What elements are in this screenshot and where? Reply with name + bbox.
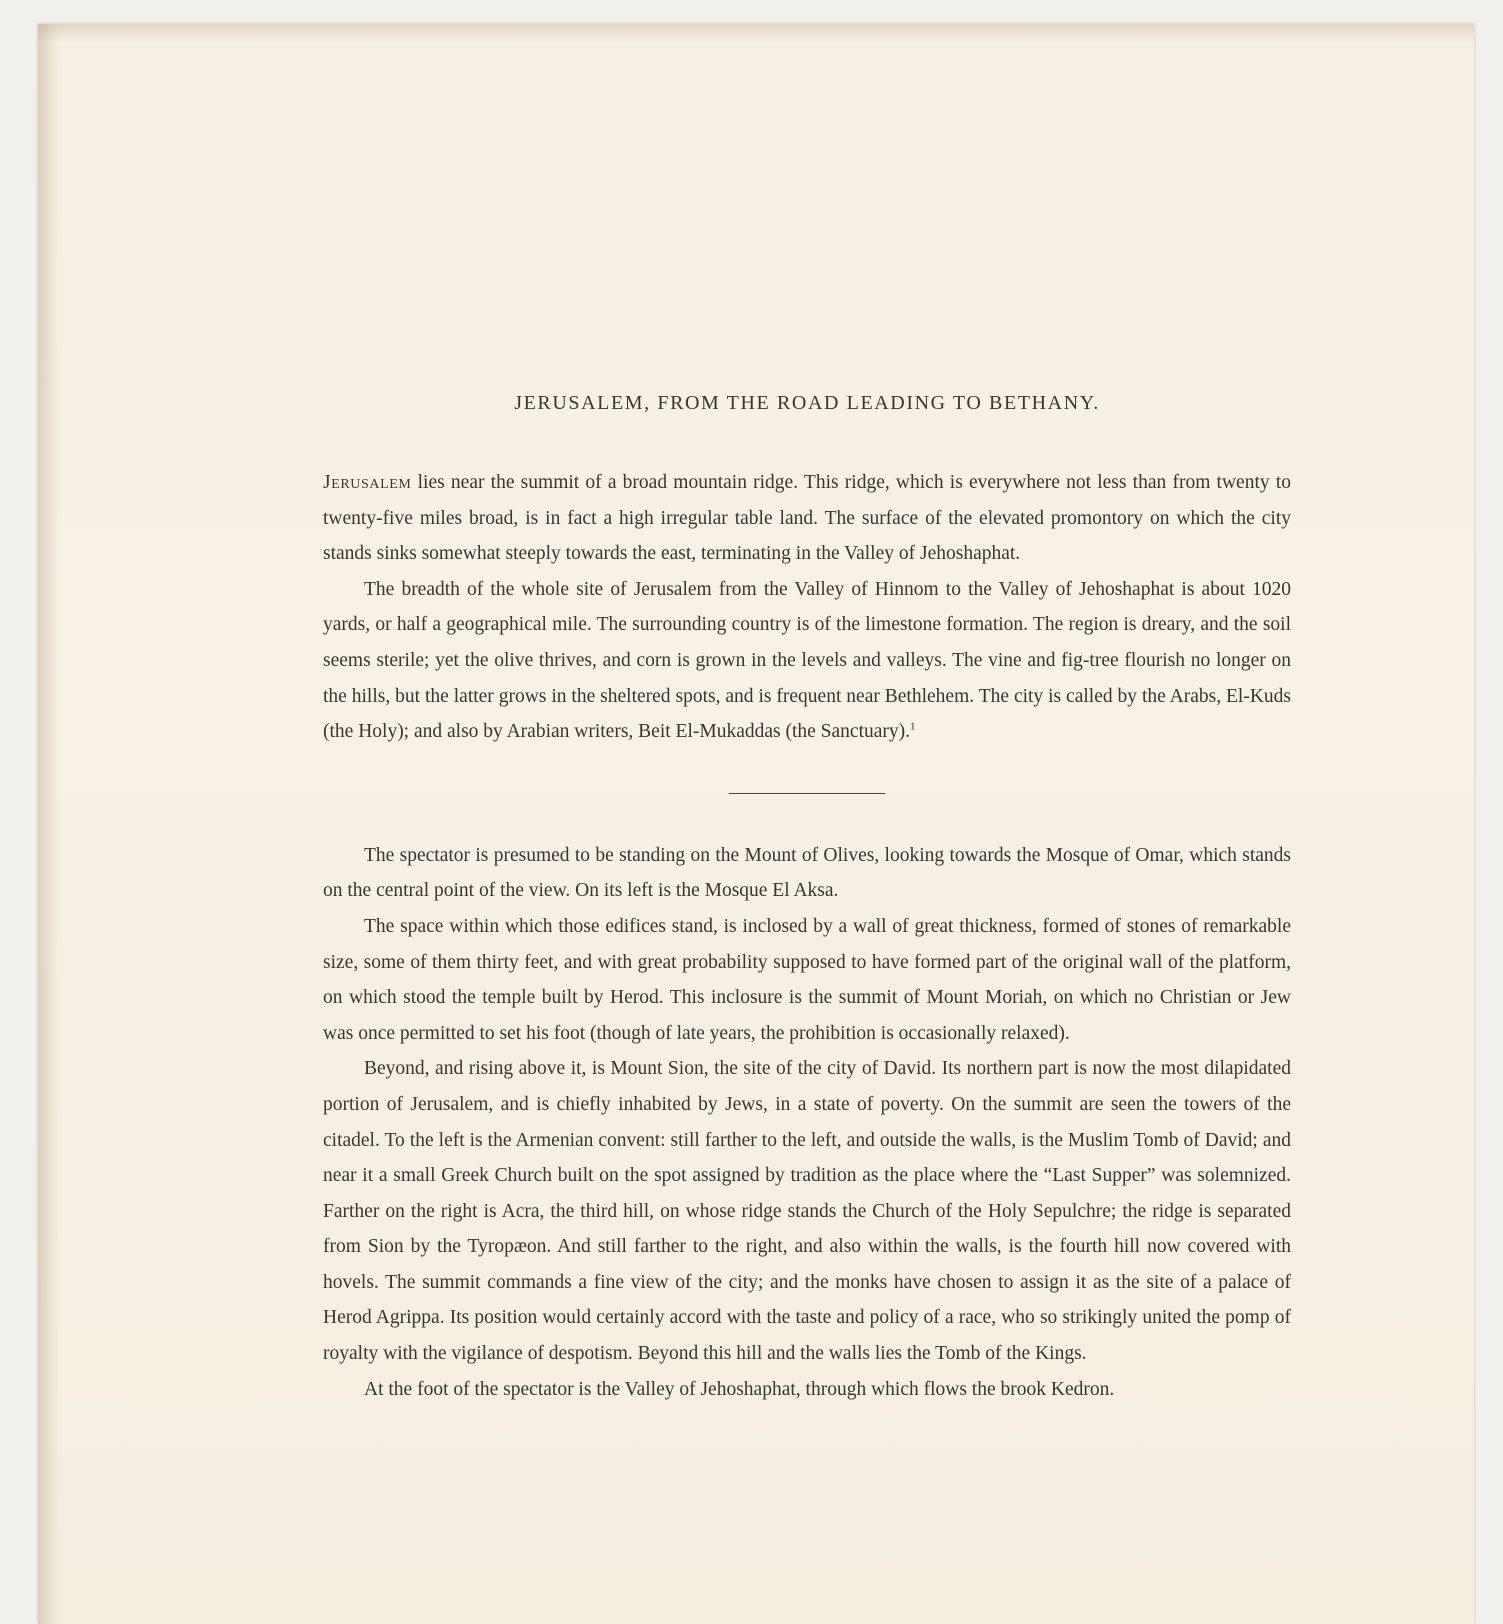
- paragraph-2-text: The breadth of the whole site of Jerusalem from the Valley of Hinnom to the Valley of Jehoshaphat is about 1020 yards, or half a geographical mile. The surrounding country is of the limestone formation. The region is dreary, and the soil seems sterile; yet the olive thrives, and corn is grown in the levels and valleys. The vine and fig-tree flourish no longer on the hills, but the latter grows in the sheltered spots, and is frequent near Bethlehem. The city is called by the Arabs, El-Kuds (the Holy); and also by Arabian writers, Beit El-Mukaddas (the Sanctuary).: [323, 578, 1291, 743]
- footnote-marker: 1: [910, 720, 916, 733]
- page-title: JERUSALEM, FROM THE ROAD LEADING TO BETHANY.: [514, 392, 1100, 414]
- paragraph-2: [323, 572, 1291, 750]
- paragraph-5: Beyond, and rising above it, is Mount Sion, the site of the city of David. Its northern part is now the most dilapidated portion of Jerusalem, and is chiefly inhabited by Jews, in a state of poverty. On the summit are seen the towers of the citadel. To the left is the Armenian convent: still farther to the left, and outside the walls, is the Muslim Tomb of David; and near it a small Greek Church built on the spot assigned by tradition as the place where the “Last Supper” was solemnized. Farther on the right is Acra, the third hill, on whose ridge stands the Church of the Holy Sepulchre; the ridge is separated from Sion by the Tyropæon. And still farther to the right, and also within the walls, is the fourth hill now covered with hovels. The summit commands a fine view of the city; and the monks have chosen to assign it as the site of a palace of Herod Agrippa. Its position would certainly accord with the taste and policy of a race, who so strikingly united the pomp of royalty with the vigilance of despotism. Beyond this hill and the walls lies the Tomb of the Kings.: [323, 1058, 1291, 1365]
- paragraph-6: At the foot of the spectator is the Valley of Jehoshaphat, through which flows the brook Kedron.: [364, 1378, 1115, 1400]
- section-divider: [729, 793, 885, 794]
- paper-page: [38, 24, 1474, 1624]
- lead-word: Jerusalem: [323, 472, 412, 493]
- paragraph-1: [323, 465, 1291, 572]
- paragraph-4: The space within which those edifices stand, is inclosed by a wall of great thickness, formed of stones of remarkable size, some of them thirty feet, and with great probability supposed to have formed part of the original wall of the platform, on which stood the temple built by Herod. This inclosure is the summit of Mount Moriah, on which no Christian or Jew was once permitted to set his foot (though of late years, the prohibition is occasionally relaxed).: [323, 915, 1291, 1044]
- text-block: [323, 392, 1291, 1407]
- paragraph-1-text: lies near the summit of a broad mountain ridge. This ridge, which is everywhere not less than from twenty to twenty-five miles broad, is in fact a high irregular table land. The surface of the elevated promontory on which the city stands sinks somewhat steeply towards the east, terminating in the Valley of Jehoshaphat.: [323, 472, 1291, 565]
- paragraph-3: The spectator is presumed to be standing on the Mount of Olives, looking towards the Mosque of Omar, which stands on the central point of the view. On its left is the Mosque El Aksa.: [323, 844, 1291, 902]
